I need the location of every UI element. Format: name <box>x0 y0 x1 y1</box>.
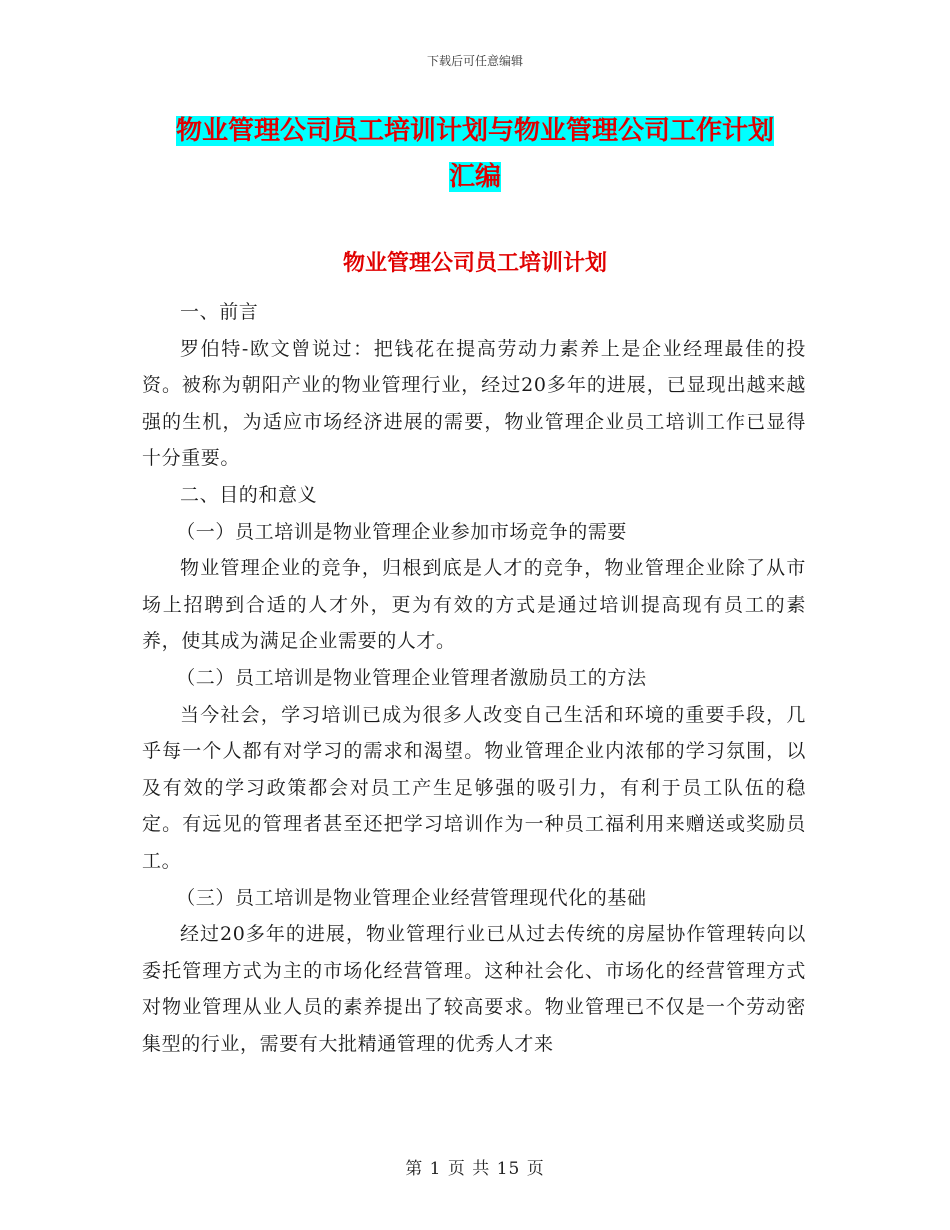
document-body <box>142 294 806 1062</box>
heading-preface: 一、前言 <box>180 301 259 323</box>
section-title: 物业管理公司员工培训计划 <box>342 251 607 276</box>
document-title-line1: 物业管理公司员工培训计划与物业管理公司工作计划 <box>175 116 774 146</box>
subheading-1: （一）员工培训是物业管理企业参加市场竞争的需要 <box>176 520 627 543</box>
document-title <box>140 108 810 200</box>
subheading-2: （二）员工培训是物业管理企业管理者激励员工的方法 <box>176 666 647 689</box>
paragraph-1: 物业管理企业的竞争，归根到底是人才的竞争，物业管理企业除了从市场上招聘到合适的人才外，更为有效的方式是通过培训提高现有员工的素养，使其成为满足企业需要的人才。 <box>142 557 806 653</box>
document-title-line2: 汇编 <box>448 162 501 192</box>
heading-purpose: 二、目的和意义 <box>180 483 318 506</box>
paragraph-2: 当今社会，学习培训已成为很多人改变自己生活和环境的重要手段，几乎每一个人都有对学习的需求和渴望。物业管理企业内浓郁的学习氛围，以及有效的学习政策都会对员工产生足够强的吸引力，有利于员工队伍的稳定。有远见的管理者甚至还把学习培训作为一种员工福利用来赠送或奖励员工。 <box>142 703 806 872</box>
paragraph-preface: 罗伯特-欧文曾说过：把钱花在提高劳动力素养上是企业经理最佳的投资。被称为朝阳产业的物业管理行业，经过20多年的进展，已显现出越来越强的生机，为适应市场经济进展的需要，物业管理企业员工培训工作已显得十分重要。 <box>142 337 806 470</box>
page-footer: 第 1 页 共 15 页 <box>405 1159 545 1179</box>
page-header: 下载后可任意编辑 <box>426 54 523 68</box>
paragraph-3: 经过20多年的进展，物业管理行业已从过去传统的房屋协作管理转向以委托管理方式为主的市场化经营管理。这种社会化、市场化的经营管理方式对物业管理从业人员的素养提出了较高要求。物业管理已不仅是一个劳动密集型的行业，需要有大批精通管理的优秀人才来 <box>142 923 806 1055</box>
subheading-3: （三）员工培训是物业管理企业经营管理现代化的基础 <box>176 886 647 909</box>
